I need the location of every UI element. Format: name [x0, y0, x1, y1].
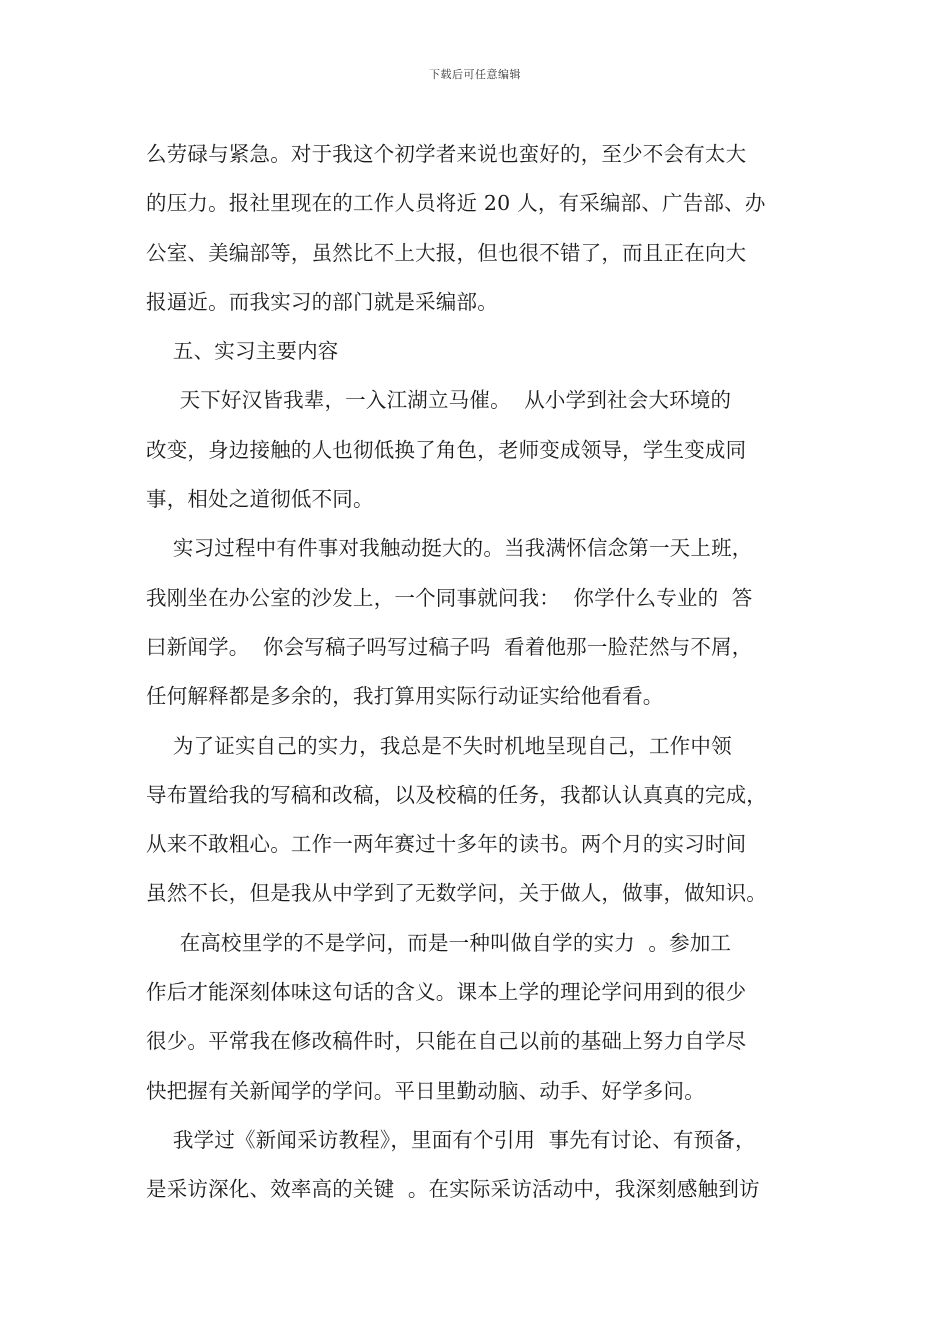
text-line: 事，相处之道彻低不同。	[146, 487, 374, 512]
text-line: 是采访深化、效率高的关键 。在实际采访活动中，我深刻感触到访	[146, 1177, 760, 1202]
text-line: 我学过《新闻采访教程》，里面有个引用 事先有讨论、有预备，	[146, 1127, 756, 1152]
section-heading: 五、实习主要内容	[146, 339, 339, 364]
text-line: 任何解释都是多余的，我打算用实际行动证实给他看看。	[146, 684, 664, 709]
text-line: 曰新闻学。 你会写稿子吗写过稿子吗 看着他那一脸茫然与不屑，	[146, 634, 753, 659]
page-header: 下载后可任意编辑	[429, 68, 521, 81]
text-line: 很少。平常我在修改稿件时，只能在自己以前的基础上努力自学尽	[146, 1029, 747, 1054]
text-line: 为了证实自己的实力，我总是不失时机地呈现自己，工作中领	[146, 733, 732, 758]
text-line: 虽然不长，但是我从中学到了无数学问，关于做人，做事，做知识。	[146, 881, 767, 906]
text-line: 公室、美编部等，虽然比不上大报，但也很不错了，而且正在向大	[146, 240, 747, 265]
text-line: 快把握有关新闻学的学问。平日里勤动脑、动手、好学多问。	[146, 1078, 705, 1103]
text-line: 天下好汉皆我辈，一入江湖立马催。 从小学到社会大环境的	[146, 388, 732, 413]
text-line: 从来不敢粗心。工作一两年赛过十多年的读书。两个月的实习时间	[146, 832, 747, 857]
text-line: 的压力。报社里现在的工作人员将近 20 人，有采编部、广告部、办	[146, 191, 766, 216]
text-line: 我刚坐在办公室的沙发上，一个同事就问我： 你学什么专业的 答	[146, 585, 753, 610]
text-line: 导布置给我的写稿和改稿，以及校稿的任务，我都认认真真的完成，	[146, 782, 767, 807]
text-line: 在高校里学的不是学问，而是一种叫做自学的实力 。参加工	[146, 930, 732, 955]
text-line: 报逼近。而我实习的部门就是采编部。	[146, 289, 498, 314]
text-line: 么劳碌与紧急。对于我这个初学者来说也蛮好的，至少不会有太大	[146, 142, 747, 166]
text-line: 实习过程中有件事对我触动挺大的。当我满怀信念第一天上班，	[146, 536, 753, 561]
text-line: 作后才能深刻体味这句话的含义。课本上学的理论学问用到的很少	[146, 980, 747, 1005]
text-line: 改变，身边接触的人也彻低换了角色，老师变成领导，学生变成同	[146, 437, 747, 462]
document-body	[146, 130, 816, 1215]
